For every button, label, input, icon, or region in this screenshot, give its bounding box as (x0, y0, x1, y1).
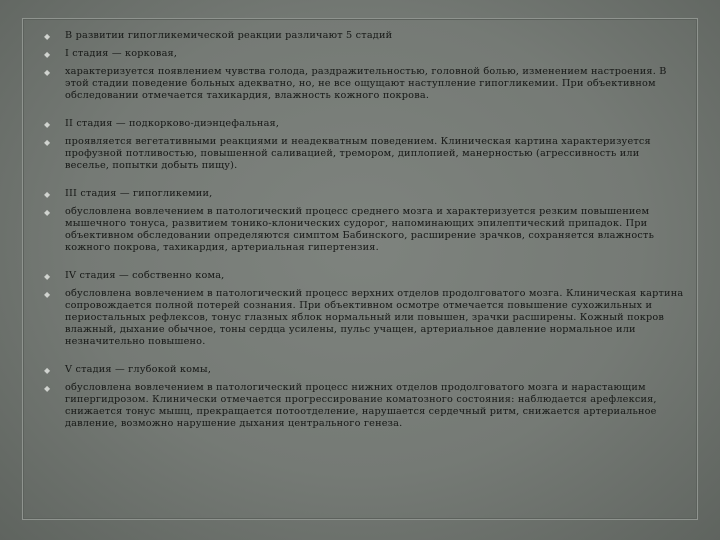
diamond-bullet-icon: ◆ (44, 50, 51, 59)
diamond-bullet-icon: ◆ (44, 290, 51, 299)
diamond-bullet-icon: ◆ (44, 366, 51, 375)
list-item (44, 206, 684, 254)
slide-content (44, 30, 684, 430)
diamond-bullet-icon: ◆ (44, 190, 51, 199)
list-item (44, 136, 684, 172)
stage-description: обусловлена вовлечением в патологический процесс среднего мозга и характеризуется резким повышением мышечного тонуса, развитием тонико-клонических судорог, напоминающих эпилептический припадок. При объективном обследовании определяются симптом Бабинского, расширение зрачков, сохраняется влажность кожного покрова, тахикардия, артериальная гипертензия. (65, 206, 655, 253)
diamond-bullet-icon: ◆ (44, 120, 51, 129)
diamond-bullet-icon: ◆ (44, 68, 51, 77)
stage-description: характеризуется появлением чувства голода, раздражительностью, головной болью, изменением настроения. В этой стадии поведение больных адекватно, но, не все ощущают наступление гипогликемии. При объективном обследовании отмечается тахикардия, влажность кожного покрова. (65, 66, 667, 101)
diamond-bullet-icon: ◆ (44, 138, 51, 147)
stage-description: проявляется вегетативными реакциями и неадекватным поведением. Клиническая картина характеризуется профузной потливостью, повышенной саливацией, тремором, диплопией, манерностью (агрессивность или веселье, попытки добыть пищу). (65, 136, 651, 171)
stage-description: обусловлена вовлечением в патологический процесс верхних отделов продолговатого мозга. Клиническая картина сопровождается полной потерей сознания. При объективном осмотре отмечается повышение сухожильных и периостальных рефлексов, тонус глазных яблок нормальный или повышен, зрачки расширены. Кожный покров влажный, дыхание обычное, тоны сердца усилены, пульс учащен, артериальное давление нормальное или незначительно повышено. (65, 288, 684, 347)
list-item (44, 188, 684, 200)
stage-title: IV стадия — собственно кома, (65, 270, 225, 281)
stage-description: обусловлена вовлечением в патологический процесс нижних отделов продолговатого мозга и нарастающим гипергидрозом. Клинически отмечается прогрессирование коматозного состояния: наблюдается арефлексия, снижается тонус мышц, прекращается потоотделение, нарушается сердечный ритм, снижается артериальное давление, возможно нарушение дыхания центрального генеза. (65, 382, 657, 429)
list-item (44, 382, 684, 430)
diamond-bullet-icon: ◆ (44, 208, 51, 217)
stage-title: V стадия — глубокой комы, (65, 364, 212, 375)
list-item (44, 66, 684, 102)
diamond-bullet-icon: ◆ (44, 32, 51, 41)
diamond-bullet-icon: ◆ (44, 384, 51, 393)
stage-title: I стадия — корковая, (65, 48, 178, 59)
list-item (44, 288, 684, 348)
list-item (44, 48, 684, 60)
list-item (44, 364, 684, 376)
list-item (44, 118, 684, 130)
stage-title: II стадия — подкорково-диэнцефальная, (65, 118, 280, 129)
item-text: В развитии гипогликемической реакции различают 5 стадий (65, 30, 393, 41)
list-item (44, 30, 684, 42)
list-item (44, 270, 684, 282)
diamond-bullet-icon: ◆ (44, 272, 51, 281)
stage-title: III стадия — гипогликемии, (65, 188, 213, 199)
